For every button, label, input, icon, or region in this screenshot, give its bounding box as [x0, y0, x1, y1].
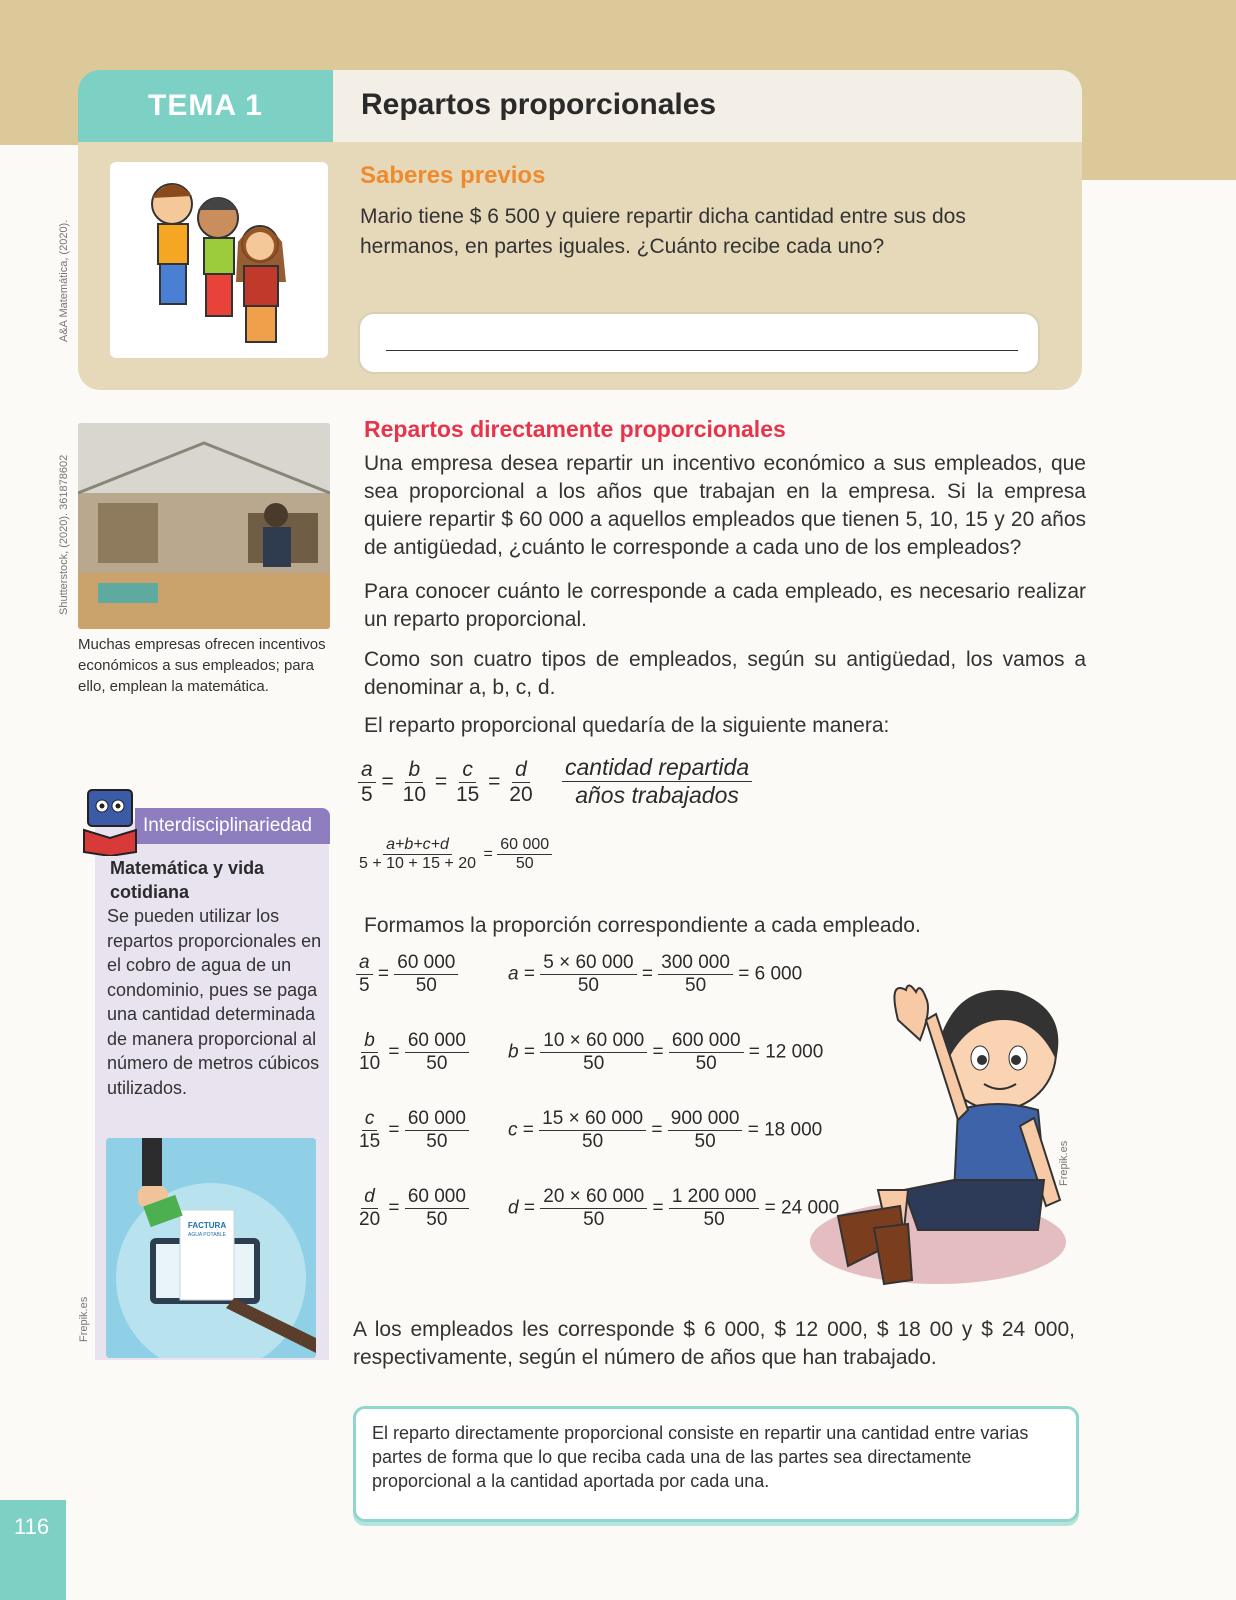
- row-variable-eq: b: [508, 1041, 519, 1063]
- interdisciplinariedad-heading: Matemática y vida cotidiana: [110, 858, 265, 902]
- row-variable: a: [356, 952, 373, 975]
- row-total: 60 000: [405, 1108, 469, 1131]
- ratio-def-numerator: cantidad repartida: [562, 754, 752, 782]
- row-numerator: 600 000: [669, 1030, 744, 1053]
- page-title: Repartos proporcionales: [361, 88, 717, 121]
- row-result: 6 000: [754, 963, 803, 985]
- ratio-chain: $\frac{a}{5}$ = $\frac{b}{10}$ = $\frac{c}{15}$ = $\frac{d}{20}$: [358, 758, 536, 807]
- sum-result-numerator: 60 000: [497, 836, 552, 855]
- row-product-den: 50: [583, 1209, 605, 1230]
- ratio-b: $\frac{b}{10}$: [402, 758, 426, 806]
- header-card: [78, 70, 1082, 390]
- definition-text: El reparto directamente proporcional consiste en repartir una cantidad entre varias partes de forma que lo que reciba cada una de las partes sea directamente proporcional a la cantidad aportada por cada una.: [372, 1423, 1029, 1491]
- page-number-tab: [0, 1500, 66, 1600]
- photo-credit: Shutterstock, (2020). 361878602: [58, 454, 70, 615]
- row-numerator: 900 000: [668, 1108, 743, 1131]
- ratio-d: $\frac{d}{20}$: [509, 758, 533, 806]
- ratio-definition: [562, 754, 752, 809]
- bill-image-credit: Frepik.es: [78, 1296, 90, 1342]
- row-variable-eq: d: [508, 1197, 519, 1219]
- row-denominator: 50: [703, 1209, 725, 1230]
- row-denominator: 50: [695, 1053, 717, 1074]
- interdisciplinariedad-label: Interdisciplinariedad: [143, 815, 312, 836]
- bill-subtitle: AGUA POTABLE: [188, 1232, 226, 1238]
- row-product: 15 × 60 000: [539, 1108, 646, 1131]
- tema-label: TEMA 1: [78, 70, 333, 142]
- row-product: 20 × 60 000: [540, 1186, 647, 1209]
- paragraph-problem: Una empresa desea repartir un incentivo económico a sus empleados, que sea proporcional a los años que trabajan en la empresa. Si la empresa quiere repartir $ 60 000 a aquellos empleados que tienen 5, 10, 15 y 20 años de antigüedad, ¿cuánto le corresponde a cada uno de los empleados?: [364, 452, 1086, 559]
- row-denominator: 50: [694, 1131, 716, 1152]
- paragraph-conclusion: A los empleados les corresponde $ 6 000, $ 12 000, $ 18 00 y $ 24 000, respectivamente, según el número de años que han trabajado.: [353, 1318, 1075, 1369]
- row-product-den: 50: [582, 1131, 604, 1152]
- row-product: 5 × 60 000: [540, 952, 636, 975]
- page-right-top-band: [1080, 0, 1236, 180]
- row-product-den: 50: [577, 975, 599, 996]
- row-result: 24 000: [781, 1197, 840, 1219]
- workshop-photo: [78, 423, 330, 629]
- row-total-den: 50: [426, 1209, 448, 1230]
- boy-illustration: [808, 980, 1108, 1320]
- interdisciplinariedad-tab: [135, 808, 330, 844]
- photo-caption: Muchas empresas ofrecen incentivos económicos a sus empleados; para ello, emplean la matemática.: [78, 636, 326, 695]
- bill-title: FACTURA: [187, 1221, 227, 1230]
- paragraph-formamos: Formamos la proporción correspondiente a cada empleado.: [364, 914, 921, 937]
- ratio-def-denominator: años trabajados: [575, 782, 739, 808]
- ratio-c: $\frac{c}{15}$: [455, 758, 480, 806]
- sum-proportion: $\frac{a+b+c+d}{5 + 10 + 15 + 20}$ = $\frac{60 000}{50}$: [356, 836, 552, 873]
- page-number: 116: [14, 1514, 50, 1539]
- row-years: 15: [359, 1131, 381, 1152]
- kids-image-credit: A&A Matemática, (2020).: [58, 219, 70, 342]
- row-denominator: 50: [685, 975, 707, 996]
- kids-illustration: [110, 162, 328, 358]
- row-total-den: 50: [426, 1053, 448, 1074]
- title-bar: [333, 70, 1082, 142]
- water-bill-illustration: [106, 1138, 316, 1358]
- saberes-question: Mario tiene $ 6 500 y quiere repartir dicha cantidad entre sus dos hermanos, en partes iguales. ¿Cuánto recibe cada uno?: [360, 205, 966, 258]
- paragraph-tipos: Como son cuatro tipos de empleados, según su antigüedad, los vamos a denominar a, b, c, d.: [364, 648, 1086, 699]
- row-years: 10: [359, 1053, 381, 1074]
- row-total-den: 50: [415, 975, 437, 996]
- page-right-margin: [1080, 0, 1236, 1600]
- sum-denominator: 5 + 10 + 15 + 20: [359, 855, 476, 872]
- paragraph-manera: El reparto proporcional quedaría de la siguiente manera:: [364, 714, 890, 737]
- ratio-a: $\frac{a}{5}$: [358, 758, 376, 807]
- answer-box[interactable]: [358, 312, 1040, 374]
- answer-line: [386, 350, 1018, 351]
- row-total-den: 50: [426, 1131, 448, 1152]
- row-variable: c: [362, 1108, 378, 1131]
- book-robot-icon: [78, 786, 144, 856]
- row-variable: d: [361, 1186, 378, 1209]
- row-total: 60 000: [394, 952, 458, 975]
- row-years: 20: [359, 1209, 381, 1230]
- row-product-den: 50: [583, 1053, 605, 1074]
- sum-numerator: a+b+c+d: [383, 836, 452, 855]
- row-result: 12 000: [765, 1041, 824, 1063]
- boy-image-credit: Frepik.es: [1058, 1140, 1070, 1186]
- row-years: 5: [359, 975, 370, 996]
- row-total: 60 000: [405, 1186, 469, 1209]
- row-total: 60 000: [405, 1030, 469, 1053]
- row-numerator: 1 200 000: [669, 1186, 760, 1209]
- row-variable: b: [361, 1030, 378, 1053]
- sum-result-denominator: 50: [515, 855, 534, 872]
- definition-box: [353, 1406, 1079, 1522]
- row-numerator: 300 000: [658, 952, 733, 975]
- paragraph-reparto: Para conocer cuánto le corresponde a cada empleado, es necesario realizar un reparto proporcional.: [364, 580, 1086, 631]
- saberes-previos-title: Saberes previos: [360, 162, 546, 189]
- row-product: 10 × 60 000: [540, 1030, 647, 1053]
- row-result: 18 000: [764, 1119, 823, 1141]
- row-variable-eq: c: [508, 1119, 518, 1141]
- row-variable-eq: a: [508, 963, 519, 985]
- interdisciplinariedad-body: Se pueden utilizar los repartos proporcionales en el cobro de agua de un condominio, pues se paga una cantidad determinada de manera proporcional al número de metros cúbicos utilizados.: [107, 906, 322, 1098]
- section-title: Repartos directamente proporcionales: [364, 416, 786, 442]
